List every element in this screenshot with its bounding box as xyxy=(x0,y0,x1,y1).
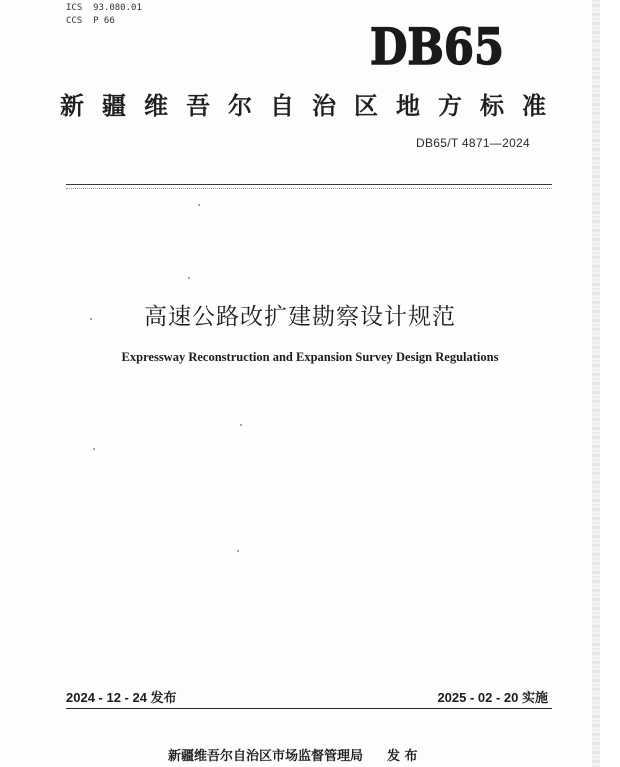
issuer-title-char: 区 xyxy=(354,91,378,120)
issuer-title-char: 地 xyxy=(396,91,420,120)
scan-edge-shadow xyxy=(592,0,600,767)
issuer-title-char: 治 xyxy=(312,91,336,120)
classification-codes xyxy=(66,2,142,28)
issuer-title-char: 维 xyxy=(144,91,168,120)
document-title-chinese: 高速公路改扩建勘察设计规范 xyxy=(144,304,456,330)
db65-logo xyxy=(368,16,508,76)
issuer-title-char: 方 xyxy=(438,91,462,120)
publisher-name: 新疆维吾尔自治区市场监督管理局 xyxy=(168,749,364,764)
db65-logo-text: DB65 xyxy=(370,17,504,76)
issuer-title-char: 吾 xyxy=(186,91,210,120)
issuer-title-char: 自 xyxy=(270,91,294,120)
standard-number: DB65/T 4871—2024 xyxy=(416,136,530,150)
scan-speck xyxy=(93,448,95,450)
issuer-title xyxy=(60,86,546,121)
ics-code: ICS 93.080.01 xyxy=(66,3,142,13)
scan-speck xyxy=(237,550,239,552)
issuer-title-char: 准 xyxy=(522,91,546,120)
scan-speck xyxy=(240,424,242,426)
document-title-english: Expressway Reconstruction and Expansion Survey Design Regulations xyxy=(121,350,499,364)
header-divider xyxy=(66,184,552,185)
issuer-title-char: 尔 xyxy=(228,91,252,120)
footer-divider xyxy=(66,708,552,709)
scan-speck xyxy=(198,204,200,206)
publisher-action: 发 布 xyxy=(387,749,418,764)
publish-date: 2024 - 12 - 24 发布 xyxy=(66,690,177,705)
scan-speck xyxy=(90,318,92,320)
implementation-date: 2025 - 02 - 20 实施 xyxy=(437,690,548,705)
issuer-title-char: 疆 xyxy=(102,91,126,120)
ccs-code: CCS P 66 xyxy=(66,16,115,26)
publisher-line xyxy=(168,745,418,764)
header-divider-dotted xyxy=(66,188,552,189)
issuer-title-char: 新 xyxy=(60,91,84,120)
scan-speck xyxy=(188,277,190,279)
issuer-title-char: 标 xyxy=(480,91,504,120)
